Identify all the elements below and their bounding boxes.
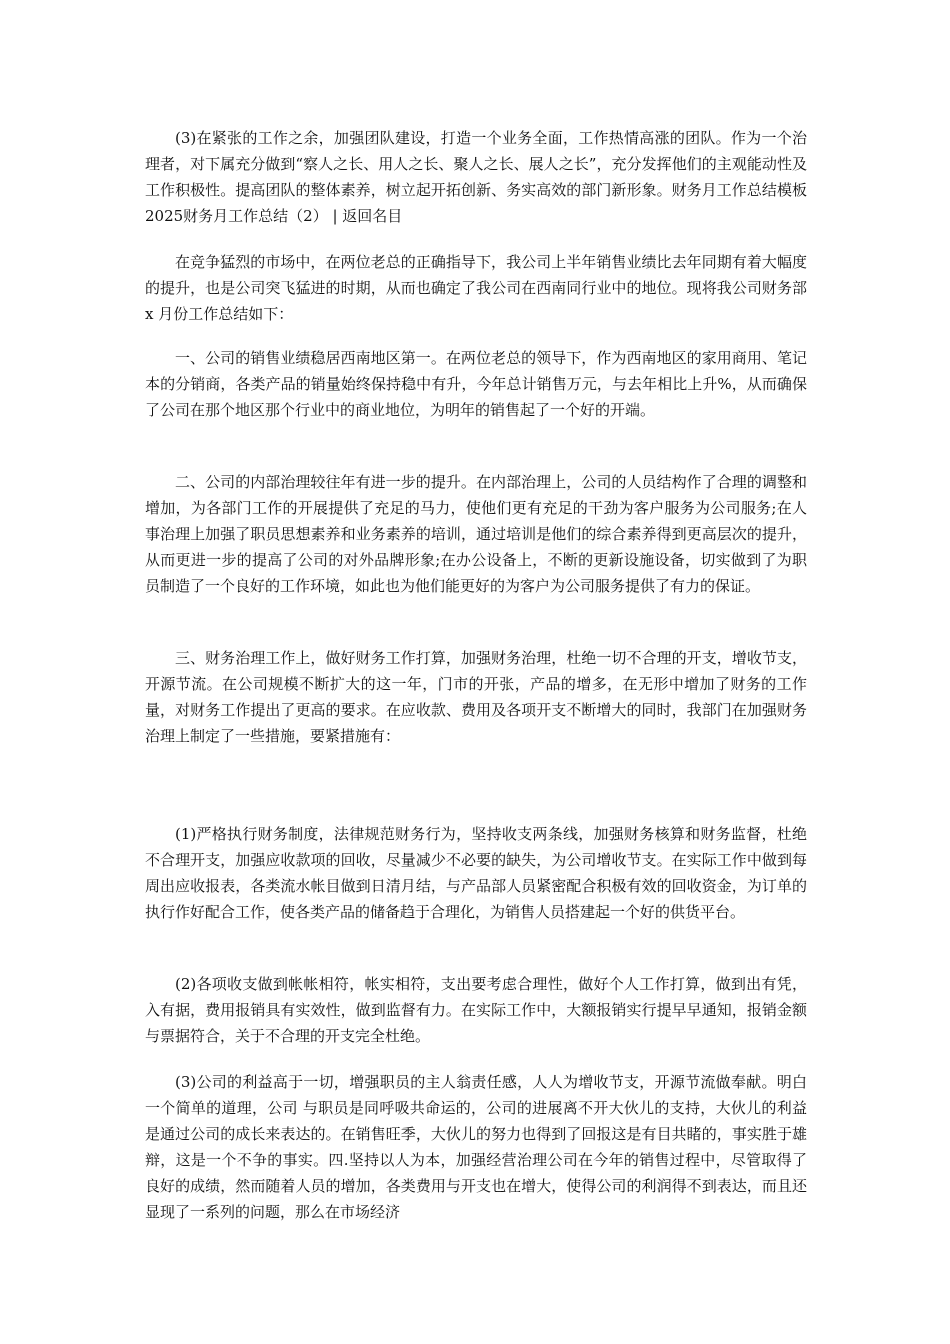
paragraph-team-building: (3)在紧张的工作之余，加强团队建设，打造一个业务全面，工作热情高涨的团队。作为一个治理者，对下属充分做到“察人之长、用人之长、聚人之长、展人之长”，充分发挥他们的主观能动性及工作积极性。提高团队的整体素养，树立起开拓创新、务实高效的部门新形象。财务月工作总结模板2025财务月工作总结（2） | 返回名目 xyxy=(145,129,807,225)
paragraph-internal-management: 二、公司的内部治理较往年有进一步的提升。在内部治理上，公司的人员结构作了合理的调整和增加，为各部门工作的开展提供了充足的马力，使他们更有充足的干劲为客户服务为公司服务;在人事治理上加强了职员思想素养和业务素养的培训，通过培训是他们的综合素养得到更高层次的提升，从而更进一步的提高了公司的对外品牌形象;在办公设备上，不断的更新设施设备，切实做到了为职员制造了一个良好的工作环境，如此也为他们能更好的为客户为公司服务提供了有力的保证。 xyxy=(145,473,807,595)
paragraph-measure-2: (2)各项收支做到帐帐相符，帐实相符，支出要考虑合理性，做好个人工作打算，做到出有凭，入有据，费用报销具有实效性，做到监督有力。在实际工作中，大额报销实行提早早通知，报销金额与票据符合，关于不合理的开支完全杜绝。 xyxy=(145,975,807,1045)
paragraph-intro: 在竞争猛烈的市场中，在两位老总的正确指导下，我公司上半年销售业绩比去年同期有着大幅度的提升，也是公司突飞猛进的时期，从而也确定了我公司在西南同行业中的地位。现将我公司财务部 x 月份工作总结如下： xyxy=(145,253,807,323)
paragraph-measure-1: (1)严格执行财务制度，法律规范财务行为，坚持收支两条线，加强财务核算和财务监督，杜绝不合理开支，加强应收款项的回收，尽量减少不必要的缺失，为公司增收节支。在实际工作中做到每周出应收报表，各类流水帐目做到日清月结，与产品部人员紧密配合积极有效的回收资金，为订单的执行作好配合工作，使各类产品的储备趋于合理化，为销售人员搭建起一个好的供货平台。 xyxy=(145,825,807,921)
paragraph-finance-management: 三、财务治理工作上，做好财务工作打算，加强财务治理，杜绝一切不合理的开支，增收节支，开源节流。在公司规模不断扩大的这一年，门市的开张，产品的增多，在无形中增加了财务的工作量，对财务工作提出了更高的要求。在应收款、费用及各项开支不断增大的同时，我部门在加强财务治理上制定了一些措施，要紧措施有： xyxy=(145,649,807,745)
paragraph-measure-3: (3)公司的利益高于一切，增强职员的主人翁责任感，人人为增收节支，开源节流做奉献。明白一个简单的道理，公司 与职员是同呼吸共命运的，公司的进展离不开大伙儿的支持，大伙儿的利益是通过公司的成长来表达的。在销售旺季，大伙儿的努力也得到了回报这是有目共睹的，事实胜于雄辩，这是一个不争的事实。四.坚持以人为本，加强经营治理公司在今年的销售过程中，尽管取得了良好的成绩，然而随着人员的增加，各类费用与开支也在增大，使得公司的利润得不到表达，而且还显现了一系列的问题，那么在市场经济 xyxy=(145,1073,807,1221)
paragraph-sales-performance: 一、公司的销售业绩稳居西南地区第一。在两位老总的领导下，作为西南地区的家用商用、笔记本的分销商，各类产品的销量始终保持稳中有升，今年总计销售万元，与去年相比上升%，从而确保了公司在那个地区那个行业中的商业地位，为明年的销售起了一个好的开端。 xyxy=(145,349,807,419)
